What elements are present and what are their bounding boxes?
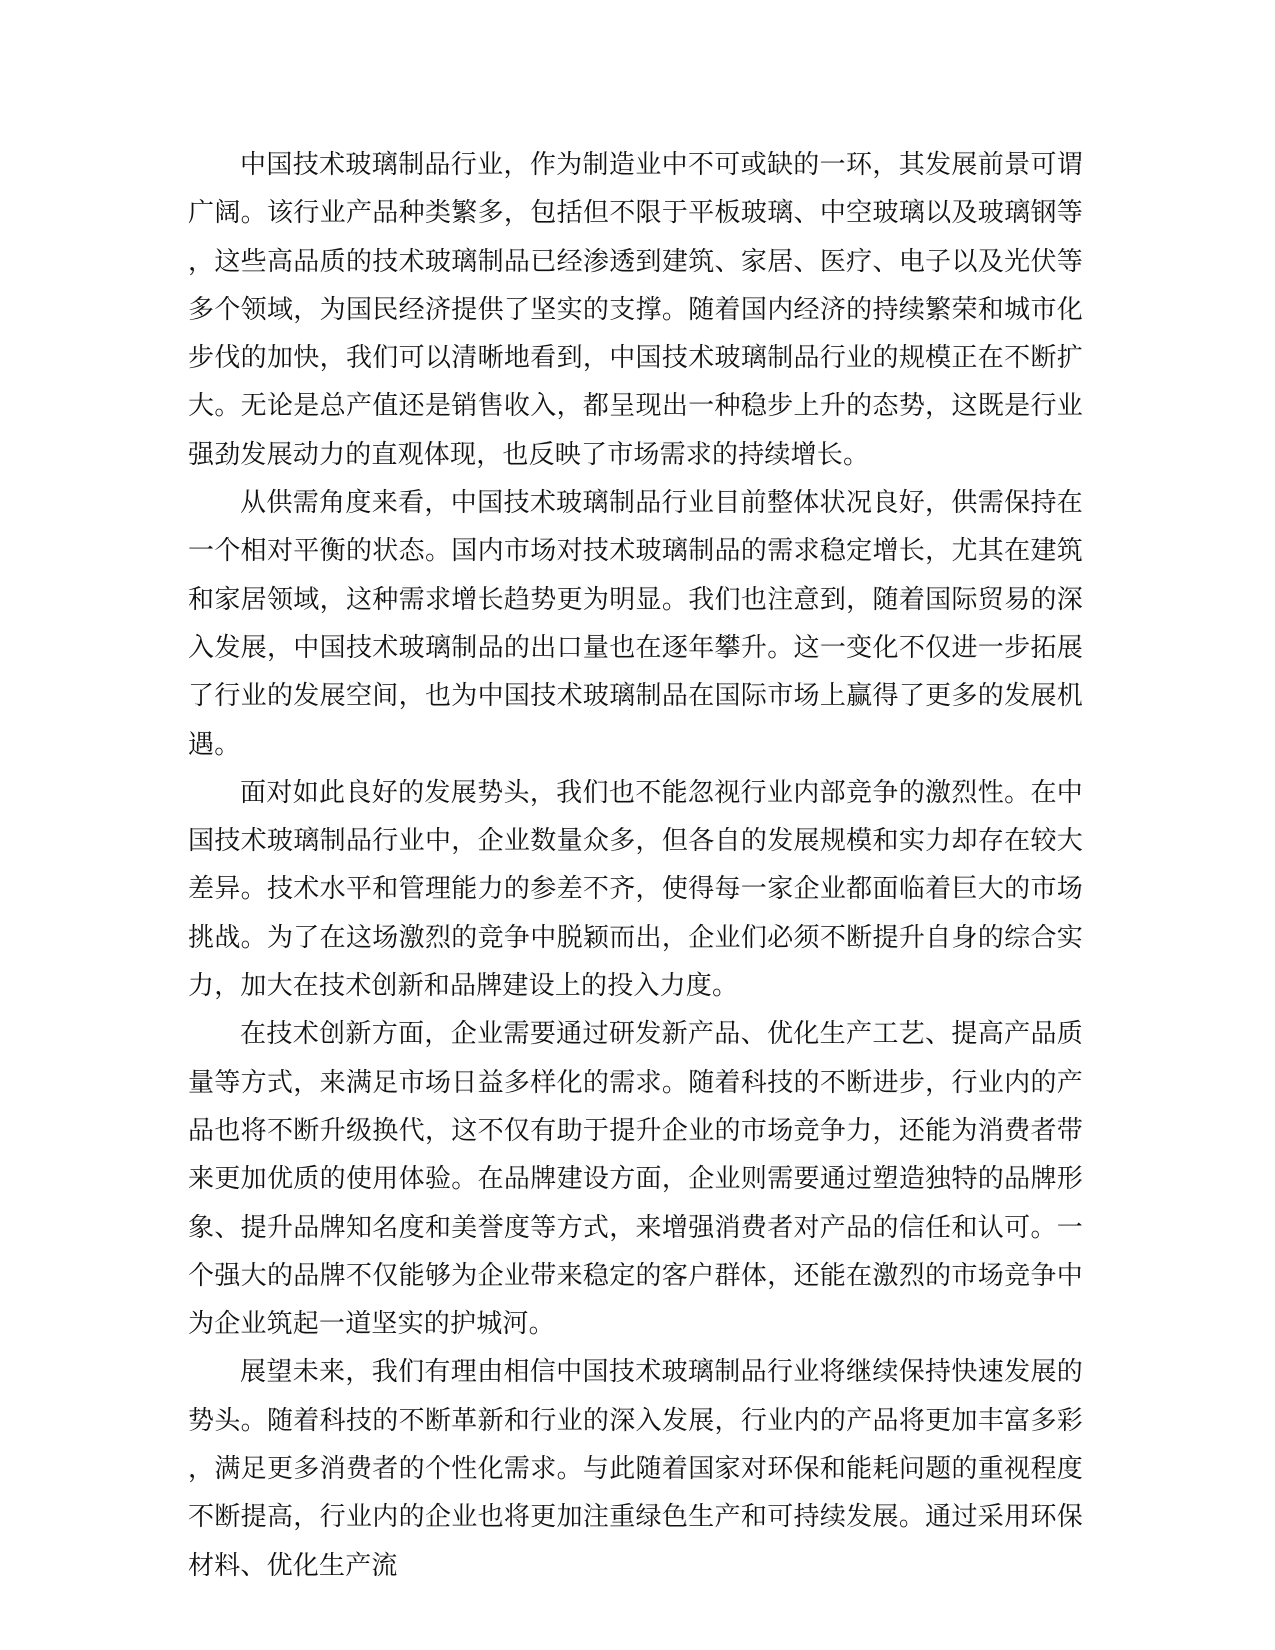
document-body xyxy=(188,141,1083,1590)
paragraph-4: 在技术创新方面，企业需要通过研发新产品、优化生产工艺、提高产品质量等方式，来满足市场日益多样化的需求。随着科技的不断进步，行业内的产品也将不断升级换代，这不仅有助于提升企业的市场竞争力，还能为消费者带来更加优质的使用体验。在品牌建设方面，企业则需要通过塑造独特的品牌形象、提升品牌知名度和美誉度等方式，来增强消费者对产品的信任和认可。一个强大的品牌不仅能够为企业带来稳定的客户群体，还能在激烈的市场竞争中为企业筑起一道坚实的护城河。 xyxy=(188,1019,1083,1340)
paragraph-3: 面对如此良好的发展势头，我们也不能忽视行业内部竞争的激烈性。在中国技术玻璃制品行业中，企业数量众多，但各自的发展规模和实力却存在较大差异。技术水平和管理能力的参差不齐，使得每一家企业都面临着巨大的市场挑战。为了在这场激烈的竞争中脱颖而出，企业们必须不断提升自身的综合实力，加大在技术创新和品牌建设上的投入力度。 xyxy=(188,777,1083,1002)
paragraph-1: 中国技术玻璃制品行业，作为制造业中不可或缺的一环，其发展前景可谓广阔。该行业产品种类繁多，包括但不限于平板玻璃、中空玻璃以及玻璃钢等，这些高品质的技术玻璃制品已经渗透到建筑、家居、医疗、电子以及光伏等多个领域，为国民经济提供了坚实的支撑。随着国内经济的持续繁荣和城市化步伐的加快，我们可以清晰地看到，中国技术玻璃制品行业的规模正在不断扩大。无论是总产值还是销售收入，都呈现出一种稳步上升的态势，这既是行业强劲发展动力的直观体现，也反映了市场需求的持续增长。 xyxy=(188,150,1083,470)
paragraph-2: 从供需角度来看，中国技术玻璃制品行业目前整体状况良好，供需保持在一个相对平衡的状态。国内市场对技术玻璃制品的需求稳定增长，尤其在建筑和家居领域，这种需求增长趋势更为明显。我们也注意到，随着国际贸易的深入发展，中国技术玻璃制品的出口量也在逐年攀升。这一变化不仅进一步拓展了行业的发展空间，也为中国技术玻璃制品在国际市场上赢得了更多的发展机遇。 xyxy=(188,488,1083,760)
paragraph-5: 展望未来，我们有理由相信中国技术玻璃制品行业将继续保持快速发展的势头。随着科技的不断革新和行业的深入发展，行业内的产品将更加丰富多彩，满足更多消费者的个性化需求。与此随着国家对环保和能耗问题的重视程度不断提高，行业内的企业也将更加注重绿色生产和可持续发展。通过采用环保材料、优化生产流 xyxy=(188,1357,1083,1581)
